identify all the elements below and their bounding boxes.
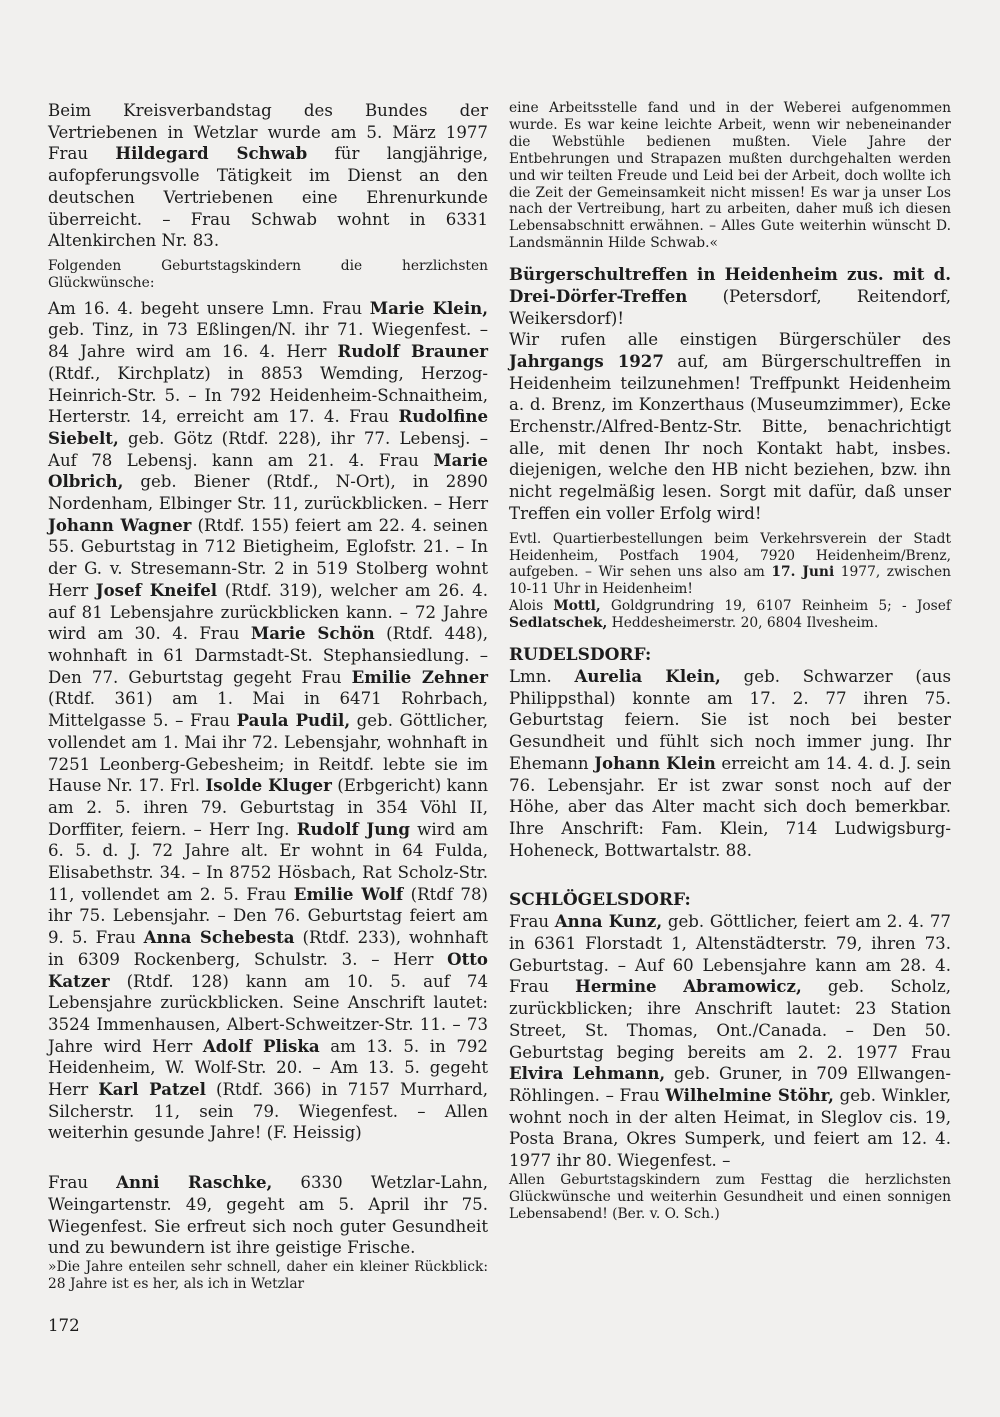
name-highlight: Rudolf Brauner	[337, 341, 488, 362]
contact-persons	[509, 598, 951, 632]
text-run: (Rtdf. 128) kann am 10. 5. auf 74 Lebensjahre zurückblicken. Seine Anschrift lautet: 3524 Immenhausen, Albert-Schweitzer-Str. 11. – 73 Jahre wird Herr	[48, 971, 488, 1056]
name-highlight: Mottl,	[553, 598, 601, 615]
name-highlight: Hildegard Schwab	[115, 143, 308, 164]
name-highlight: Isolde Kluger	[205, 775, 332, 796]
text-run: geb. Tinz, in 73 Eßlingen/N. ihr 71. Wiegenfest. – 84 Jahre wird am 16. 4. Herr	[48, 320, 488, 362]
text-run: Beim Kreisverbandstag des Bundes der Vertriebenen in Wetzlar wurde am 5. März 1977 Frau	[48, 101, 488, 164]
name-highlight: Anna Kunz,	[554, 911, 663, 932]
name-highlight: 17. Juni	[771, 564, 835, 581]
name-highlight: Aurelia Klein,	[574, 666, 721, 687]
name-highlight: Paula Pudil,	[236, 710, 351, 731]
text-run: geb. Scholz, zurückblicken; ihre Anschrift lautet: 23 Station Street, St. Thomas, Ont./Canada. – Den 50. Geburtstag beging bereits am 2. 2. 1977 Frau	[509, 977, 951, 1062]
text-run: 1977, zwischen 10-11 Uhr in Heidenheim!	[509, 564, 951, 598]
name-highlight: Wilhelmine Stöhr,	[665, 1084, 834, 1105]
name-highlight: Karl Patzel	[98, 1079, 206, 1100]
text-run: Frau	[48, 1173, 117, 1193]
text-run: Evtl. Quartierbestellungen beim Verkehrsverein der Stadt Heidenheim, Postfach 1904, 7920 Heidenheim/Brenz, aufgeben. – Wir sehen uns also am	[509, 530, 951, 581]
text-run: geb. Biener (Rtdf., N-Ort), in 2890 Nordenham, Elbinger Str. 11, zurückblicken. – Herr	[48, 472, 488, 514]
text-run: Frau	[509, 912, 555, 932]
name-highlight: Marie Schön	[250, 623, 375, 644]
name-highlight: Johann Wagner	[48, 514, 192, 535]
birthday-list-paragraph	[48, 298, 488, 1144]
text-run: geb. Gruner, in 709 Ellwangen-Röhlingen. – Frau	[509, 1064, 951, 1105]
name-highlight: Anni Raschke,	[116, 1172, 273, 1193]
text-run: wird am 6. 5. d. J. 72 Jahre alt. Er wohnt in 64 Fulda, Elisabethstr. 34. – In 8752 Hösbach, Rat Scholz-Str. 11, vollendet am 2. 5. Frau	[48, 819, 488, 904]
text-run: geb. Göttlicher, feiert am 2. 4. 77 in 6361 Florstadt 1, Altenstädterstr. 79, ihren 73. Geburtstag. – Auf 60 Lebensjahre kann am 28. 4. Frau	[509, 912, 951, 997]
text-run: 6330 Wetzlar-Lahn, Weingartenstr. 49, gegeht am 5. April ihr 75. Wiegenfest. Sie erfreut sich noch guter Gesundheit und zu bewundern ist ihre geistige Frische.	[48, 1173, 488, 1258]
text-run: (Rtdf. 366) in 7157 Murrhard, Silcherstr. 11, sein 79. Wiegenfest. – Allen weiterhin gesunde Jahre! (F. Heissig)	[48, 1080, 489, 1143]
article-raschke	[48, 1172, 488, 1259]
schloegelsdorf-news	[509, 911, 951, 1171]
name-highlight: Rudolf Jung	[296, 818, 410, 839]
text-run: (Rtdf. 448), wohnhaft in 61 Darmstadt-St. Stephansiedlung. – Den 77. Geburtstag gegeht Frau	[48, 624, 488, 687]
rudelsdorf-news	[509, 666, 951, 861]
text-run: geb. Götz (Rtdf. 228), ihr 77. Lebensj. – Auf 78 Lebensj. kann am 21. 4. Frau	[48, 428, 488, 470]
article-schwab-award	[48, 100, 488, 252]
birthday-intro	[48, 258, 488, 292]
name-highlight: Rudolfine Siebelt,	[48, 406, 488, 448]
page-number: 172	[48, 1316, 80, 1335]
text-run: Allen Geburtstagskindern zum Festtag die herzlichsten Glückwünsche und weiterhin Gesundheit und einen sonnigen Lebensabend! (Ber. v. O. Sch.)	[509, 1171, 951, 1222]
text-run: am 13. 5. in 792 Heidenheim, W. Wolf-Str. 20. – Am 13. 5. gegeht Herr	[48, 1036, 488, 1100]
text-run: (Erbgericht) kann am 2. 5. ihren 79. Geburtstag in 354 Vöhl II, Dorffiter, feiern. – Herr Ing.	[48, 776, 489, 839]
name-highlight: Sedlatschek,	[509, 615, 608, 632]
section-heading-schloegelsdorf: SCHLÖGELSDORF:	[509, 890, 691, 911]
name-highlight: Adolf Pliska	[202, 1035, 320, 1056]
closing-wishes	[509, 1172, 951, 1223]
text-run: (Rtdf. 155) feiert am 22. 4. seinen 55. Geburtstag in 712 Bietigheim, Eglofstr. 21. – In der G. v. Stresemann-Str. 2 in 519 Stolberg wohnt Herr	[48, 515, 488, 600]
text-run: geb. Winkler, wohnt noch in der alten Heimat, in Sleglov cis. 19, Posta Brana, Okres Sumperk, und feiert am 12. 4. 1977 ihr 80. Wiegenfest. –	[509, 1085, 952, 1171]
text-run: Alois	[509, 598, 554, 615]
section-heading-rudelsdorf: RUDELSDORF:	[509, 645, 652, 666]
name-highlight: Jahrgangs 1927	[509, 350, 664, 371]
name-highlight: Hermine Abramowicz,	[575, 976, 802, 997]
text-run: (Petersdorf, Reitendorf, Weikersdorf)!	[509, 286, 951, 328]
text-run: geb. Schwarzer (aus Philippsthal) konnte am 17. 2. 77 ihren 75. Geburtstag feiern. Sie ist noch bei bester Gesundheit und fühlt sich noch immer jung. Ihr Ehemann	[509, 667, 951, 773]
text-run: Am 16. 4. begeht unsere Lmn. Frau	[48, 298, 370, 318]
name-highlight: Anna Schebesta	[143, 927, 295, 948]
name-highlight: Josef Kneifel	[95, 579, 218, 600]
raschke-quote-start	[48, 1259, 488, 1293]
left-column	[48, 100, 488, 1293]
text-run: Wir rufen alle einstigen Bürgerschüler des	[509, 330, 951, 350]
text-run: (Rtdf 78) ihr 75. Lebensjahr. – Den 76. Geburtstag feiert am 9. 5. Frau	[48, 884, 489, 948]
lodging-notice	[509, 531, 951, 599]
text-run: »Die Jahre enteilen sehr schnell, daher ein kleiner Rückblick: 28 Jahre ist es her, als ich in Wetzlar	[48, 1258, 488, 1292]
right-column	[509, 100, 951, 1223]
text-run: geb. Göttlicher, vollendet am 1. Mai ihr 72. Lebensjahr, wohnhaft in 7251 Leonberg-Gebesheim; in Reitdf. lebte sie im Hause Nr. 17. Frl.	[48, 711, 488, 796]
name-highlight: Emilie Zehner	[351, 666, 488, 687]
text-run: (Rtdf., Kirchplatz) in 8853 Wemding, Herzog-Heinrich-Str. 5. – In 792 Heidenheim-Schnaitheim, Herterstr. 14, erreicht am 17. 4. Frau	[48, 363, 488, 427]
text-run: Heddesheimerstr. 20, 6804 Ilvesheim.	[607, 615, 879, 632]
name-highlight: Otto Katzer	[48, 948, 488, 991]
text-run: (Rtdf. 361) am 1. Mai in 6471 Rohrbach, Mittelgasse 5. – Frau	[48, 689, 488, 731]
text-run: Lmn.	[509, 667, 575, 687]
school-reunion-body	[509, 329, 951, 524]
text-run: eine Arbeitsstelle fand und in der Weberei aufgenommen wurde. Es war keine leichte Arbeit, wenn wir nebeneinander die Webstühle bedienen mußten. Viele Jahre der Entbehrungen und Strapazen mußten durchgehalten werden und wir teilten Freude und Leid bei der Arbeit, doch wollte ich die Zeit der Gemeinsamkeit nicht missen! Es war ja unser Los nach der Vertreibung, hart zu arbeiten, daher muß ich diesen Lebensabschnitt erwähnen. – Alles Gute weiterhin wünscht D. Landsmännin Hilde Schwab.«	[509, 100, 951, 252]
text-run: für langjährige, aufopferungsvolle Tätigkeit im Dienst an den deutschen Vertriebenen eine Ehrenurkunde überreicht. – Frau Schwab wohnt in 6331 Altenkirchen Nr. 83.	[48, 144, 488, 251]
text-run: (Rtdf. 319), welcher am 26. 4. auf 81 Lebensjahre zurückblicken kann. – 72 Jahre wird am 30. 4. Frau	[48, 580, 488, 644]
name-highlight: Emilie Wolf	[293, 883, 404, 904]
school-reunion-heading	[509, 264, 951, 329]
text-run: (Rtdf. 233), wohnhaft in 6309 Rockenberg, Schulstr. 3. – Herr	[48, 928, 488, 969]
text-run: erreicht am 14. 4. d. J. sein 76. Lebensjahr. Er ist zwar sonst noch auf der Höhe, aber das Alter macht sich doch bemerkbar. Ihre Anschrift: Fam. Klein, 714 Ludwigsburg-Hoheneck, Bottwartalstr. 88.	[509, 753, 951, 860]
name-highlight: Johann Klein	[594, 752, 716, 773]
name-highlight: Elvira Lehmann,	[509, 1063, 666, 1084]
raschke-quote-continued	[509, 100, 951, 252]
name-highlight: Marie Klein,	[369, 297, 488, 318]
text-run: Goldgrundring 19, 6107 Reinheim 5; - Josef	[600, 598, 952, 615]
text-run: Folgenden Geburtstagskindern die herzlichsten Glückwünsche:	[48, 257, 488, 291]
text-run: auf, am Bürgerschultreffen in Heidenheim teilzunehmen! Treffpunkt Heidenheim a. d. Brenz, im Konzerthaus (Museumzimmer), Ecke Erchenstr./Alfred-Bentz-Str. Bitte, benachrichtigt alle, mit denen Ihr noch Kontakt habt, insbes. diejenigen, welche den HB nicht beziehen, bzw. ihn nicht regelmäßig lesen. Sorgt mit dafür, daß unser Treffen ein voller Erfolg wird!	[509, 351, 951, 523]
name-highlight: Bürgerschultreffen in Heidenheim zus. mit d. Drei-Dörfer-Treffen	[509, 264, 951, 306]
name-highlight: Marie Olbrich,	[48, 449, 488, 492]
